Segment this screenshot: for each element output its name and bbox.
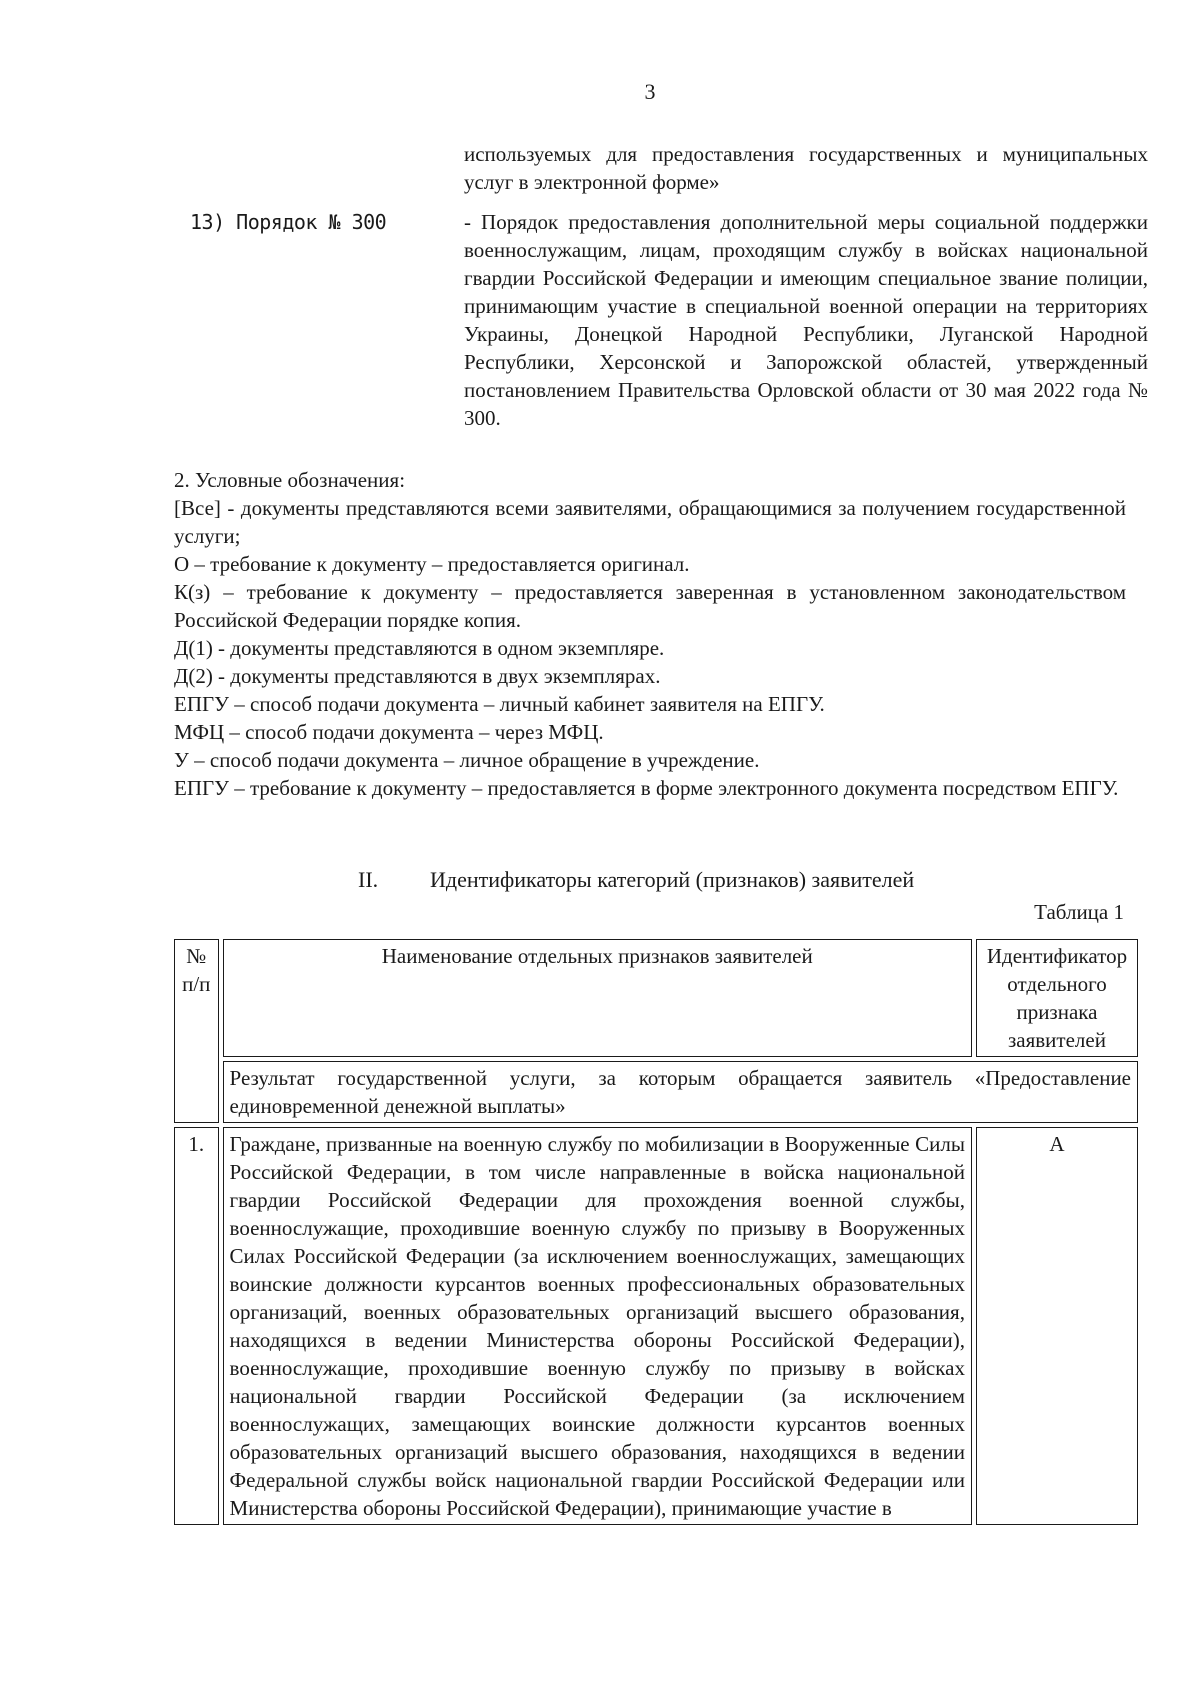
definition-description: - Порядок предоставления дополнительной меры социальной поддержки военнослужащим, лицам, проходящим службу в войсках национальной гвардии Российской Федерации и имеющим специальное звание полиции, принимающим участие в специальной военной операции на территориях Украины, Донецкой Народной Республики, Луганской Народной Республики, Херсонской и Запорожской областей, утвержденный постановлением Правительства Орловской области от 30 мая 2022 года № 300. (464, 210, 1148, 430)
result-cell: Результат государственной услуги, за которым обращается заявитель «Предоставление единовременной денежной выплаты» (223, 1061, 1138, 1123)
legend-item: ЕПГУ – требование к документу – предоставляется в форме электронного документа посредством ЕПГУ. (174, 776, 1119, 800)
header-name: Наименование отдельных признаков заявителей (223, 939, 972, 1057)
section-heading (358, 866, 1058, 894)
page-number: 3 (644, 79, 656, 104)
header-identifier: Идентификатор отдельного признака заявителей (976, 939, 1138, 1057)
row-number: 1. (174, 1127, 219, 1525)
legend-item: [Все] - документы представляются всеми заявителями, обращающимися за получением государственной услуги; (174, 496, 1126, 548)
table-caption: Таблица 1 (1034, 900, 1124, 924)
continuation-paragraph: используемых для предоставления государственных и муниципальных услуг в электронной форме» (464, 142, 1148, 194)
table-result-row (174, 1061, 1138, 1123)
section-title: Идентификаторы категорий (признаков) заявителей (430, 867, 915, 892)
applicants-table (170, 935, 1142, 1529)
row-identifier: А (976, 1127, 1138, 1525)
row-name: Граждане, призванные на военную службу по мобилизации в Вооруженные Силы Российской Федерации, в том числе направленные в войска национальной гвардии Российской Федерации для прохождения военной службы, военнослужащие, проходившие военную службу по призыву в Вооруженных Силах Российской Федерации (за исключением военнослужащих, замещающих воинские должности курсантов военных профессиональных образовательных организаций, военных образовательных организаций высшего образования, находящихся в ведении Министерства обороны Российской Федерации), военнослужащие, проходившие военную службу по призыву в войсках национальной гвардии Российской Федерации (за исключением военнослужащих, замещающих воинские должности курсантов военных образовательных организаций высшего образования, находящихся в ведении Федеральной службы войск национальной гвардии Российской Федерации или Министерства обороны Российской Федерации), принимающие участие в (223, 1127, 972, 1525)
legend-section (174, 466, 1126, 802)
definition-term: 13) Порядок № 300 (190, 210, 387, 234)
legend-item: МФЦ – способ подачи документа – через МФЦ. (174, 720, 604, 744)
header-number: № п/п (174, 939, 219, 1123)
legend-item: Д(1) - документы представляются в одном экземпляре. (174, 636, 665, 660)
table-header-row (174, 939, 1138, 1057)
legend-item: О – требование к документу – предоставляется оригинал. (174, 552, 690, 576)
section-number: II. (358, 867, 379, 892)
table-row (174, 1127, 1138, 1525)
legend-item: У – способ подачи документа – личное обращение в учреждение. (174, 748, 760, 772)
legend-item: ЕПГУ – способ подачи документа – личный кабинет заявителя на ЕПГУ. (174, 692, 825, 716)
legend-item: Д(2) - документы представляются в двух экземплярах. (174, 664, 661, 688)
legend-item: К(з) – требование к документу – предоставляется заверенная в установленном законодательством Российской Федерации порядке копия. (174, 580, 1126, 632)
legend-title: 2. Условные обозначения: (174, 468, 406, 492)
